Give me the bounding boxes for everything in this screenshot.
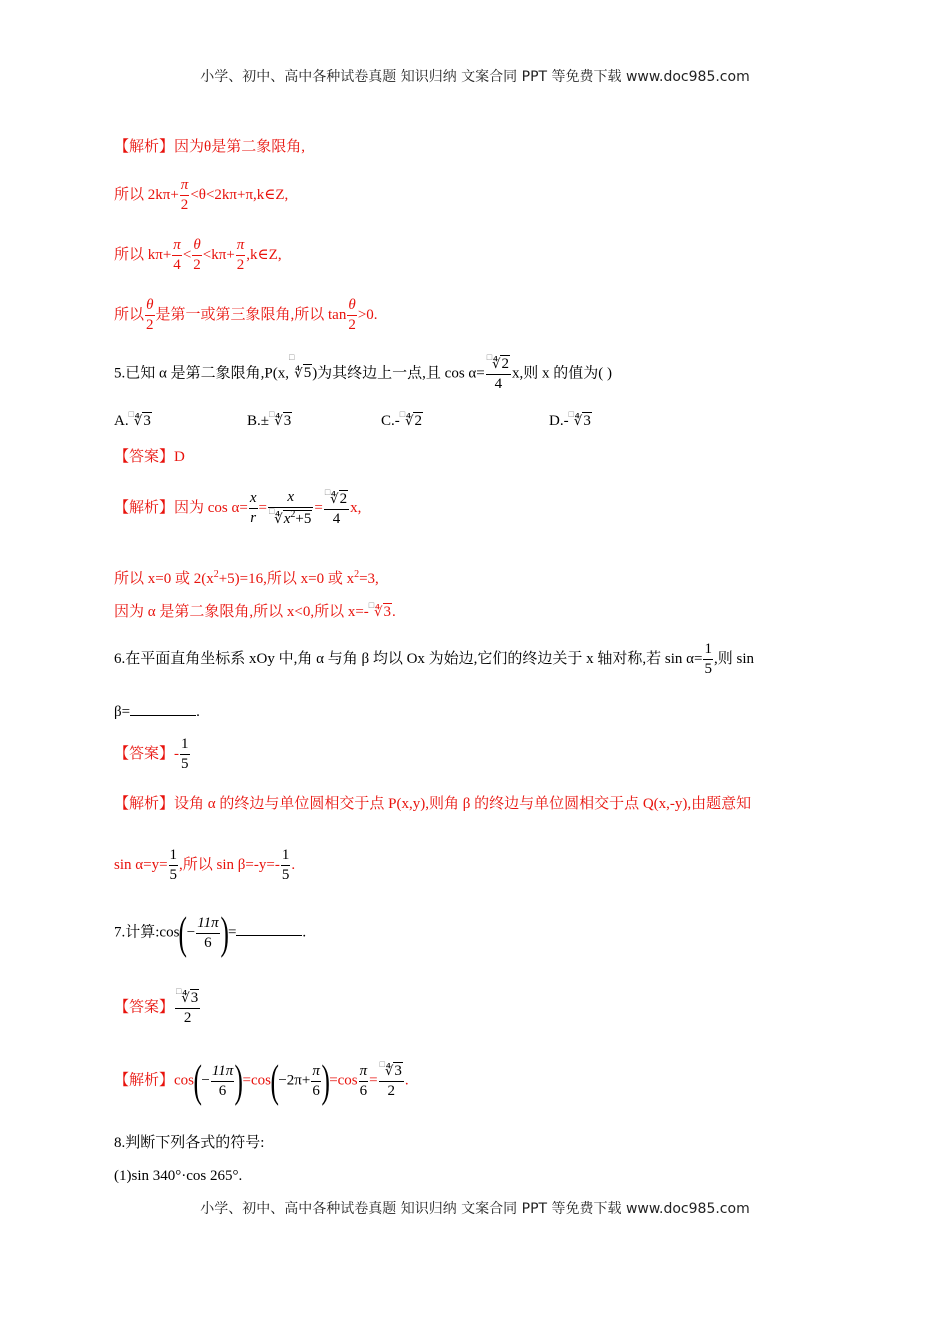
q5-solution-line1: 【解析】因为 cos α= $\frac{x}{r}$ = $\frac{x}{^□∜x^2+5}$ = $\frac{^□∜2}{4}$ x, (114, 486, 362, 527)
fraction (145, 298, 155, 333)
denominator: 4 (494, 376, 503, 392)
fraction (311, 1064, 321, 1099)
exponent: 2 (213, 569, 219, 580)
q7-answer (114, 986, 201, 1026)
numerator: 1 (169, 848, 179, 866)
analysis-tag: 【解析】 (114, 796, 175, 812)
text: +5)=16,所以 x=0 或 x (218, 571, 355, 587)
denominator: r (250, 510, 257, 526)
text: 7.计算:cos (114, 924, 180, 941)
text: 所以 (114, 306, 145, 323)
text: 5.已知 α 是第二象限角,P(x, (114, 365, 289, 382)
text: =cos (329, 1072, 358, 1089)
radical-icon: ∜ (492, 357, 501, 372)
text: =3, (359, 571, 379, 587)
text: 所以 x=0 或 2(x (114, 571, 214, 587)
fraction (324, 486, 349, 527)
numerator: 1 (180, 737, 190, 755)
q4-sol-text: 因为θ是第二象限角, (174, 139, 305, 155)
radical-icon: ∜ (181, 991, 190, 1006)
answer-value: D (174, 449, 185, 465)
text: − (186, 924, 196, 941)
left-paren: ( (178, 907, 188, 958)
box-glyph: □ (568, 409, 575, 419)
radical-icon: ∜ (134, 414, 143, 429)
box-glyph: □ (288, 352, 295, 362)
numerator: 11π (211, 1064, 234, 1082)
denominator: 2 (193, 257, 201, 273)
denominator: 6 (359, 1082, 368, 1099)
q5-solution-line3: 因为 α 是第二象限角,所以 x<0,所以 x=-□∜3. (114, 600, 396, 620)
text: ,所以 sin β=-y=- (179, 856, 280, 873)
right-paren: ) (234, 1055, 244, 1106)
exponent: 2 (290, 509, 296, 520)
numerator: π (236, 238, 246, 256)
fraction (249, 491, 258, 526)
denominator: 6 (204, 934, 212, 951)
text: ,k∈Z, (246, 246, 282, 263)
denominator: 4 (173, 257, 181, 273)
q6-answer (114, 737, 191, 772)
text: − (201, 1072, 210, 1089)
left-paren: ( (270, 1055, 279, 1106)
box-glyph: □ (324, 486, 331, 497)
q6-stem-line1 (114, 642, 754, 677)
q5-stem (114, 352, 612, 392)
right-paren: ) (321, 1055, 330, 1106)
q8-stem: 8.判断下列各式的符号: (114, 1135, 265, 1151)
fraction (172, 238, 182, 273)
text: +5 (295, 511, 312, 527)
q5-option-b[interactable] (247, 409, 292, 429)
radicand: 5 (303, 365, 312, 382)
text: - (174, 745, 180, 762)
fraction (486, 352, 511, 392)
q7-stem (114, 907, 307, 958)
text: < (182, 246, 192, 263)
radicand: 3 (143, 413, 151, 429)
text: . (196, 704, 200, 720)
numerator: π (311, 1064, 321, 1082)
numerator: x (268, 490, 313, 508)
radicand: 3 (283, 413, 292, 429)
answer-tag: 【答案】 (114, 745, 175, 762)
numerator: 11π (196, 916, 219, 934)
fraction (196, 916, 219, 951)
denominator: 2 (183, 1010, 192, 1026)
fraction (169, 848, 179, 883)
text: β= (114, 704, 131, 720)
denominator: 2 (348, 317, 356, 333)
fraction (268, 490, 313, 527)
fraction (180, 178, 190, 213)
text: 6.在平面直角坐标系 xOy 中,角 α 与角 β 均以 Ox 为始边,它们的终边关于 x 轴对称,若 sin α= (114, 650, 703, 667)
fraction (359, 1064, 369, 1099)
q5-option-c[interactable] (381, 409, 423, 429)
radical-icon: ∜ (574, 414, 583, 429)
box-glyph: □ (379, 1059, 386, 1069)
fraction (703, 642, 713, 677)
q7-solution (114, 1055, 409, 1106)
q5-answer (114, 450, 185, 465)
radicand: 2 (339, 490, 348, 507)
text: >0. (357, 306, 378, 323)
fraction (379, 1059, 404, 1099)
q8-item1: (1)sin 340°·cos 265°. (114, 1168, 243, 1184)
denominator: 2 (236, 257, 245, 273)
q5-solution-line2 (114, 570, 379, 587)
text: = (227, 924, 237, 941)
radical-icon: ∜ (405, 414, 414, 429)
text: 是第一或第三象限角,所以 tan (155, 306, 347, 323)
radical-icon: ∜ (374, 605, 383, 620)
denominator: 4 (332, 510, 341, 527)
q4-solution-line3 (114, 238, 282, 273)
radicand: 3 (190, 990, 199, 1006)
text: 所以 kπ+ (114, 246, 172, 263)
numerator: x (249, 491, 258, 509)
numerator: θ (347, 298, 357, 316)
text: <kπ+ (202, 246, 235, 263)
radicand: 3 (394, 1063, 402, 1079)
denominator: 6 (218, 1082, 227, 1099)
text: x,则 x 的值为( ) (511, 365, 612, 382)
q5-option-d[interactable] (549, 409, 592, 429)
radicand: 3 (583, 413, 591, 429)
q4-solution-line2 (114, 178, 288, 213)
text: ,则 sin (713, 650, 754, 667)
radicand: 3 (383, 604, 392, 620)
q6-solution-line2 (114, 848, 295, 883)
numerator: θ (192, 238, 202, 256)
box-glyph: □ (268, 506, 275, 516)
radical-icon: ∜ (330, 491, 339, 507)
fraction (192, 238, 202, 273)
radical-icon: ∜ (274, 414, 283, 429)
numerator: 1 (281, 848, 291, 866)
left-paren: ( (193, 1055, 202, 1106)
denominator: 5 (181, 756, 189, 772)
analysis-tag: 【解析】 (114, 1072, 175, 1089)
text: <θ<2kπ+π,k∈Z, (190, 186, 289, 203)
text: sin α=y= (114, 856, 168, 873)
denominator: 6 (312, 1082, 320, 1099)
right-paren: ) (220, 907, 229, 958)
option-label: B.± (247, 413, 269, 429)
answer-tag: 【答案】 (114, 449, 175, 465)
option-label: D.- (549, 413, 569, 429)
numerator: π (180, 178, 190, 196)
var-x: x (283, 511, 291, 527)
text: . (291, 856, 296, 873)
box-glyph: □ (128, 409, 135, 419)
fraction (347, 298, 357, 333)
box-glyph: □ (269, 409, 275, 419)
text: =cos (242, 1072, 272, 1089)
denominator: 5 (169, 867, 178, 883)
answer-tag: 【答案】 (114, 999, 175, 1016)
answer-blank[interactable] (236, 923, 302, 936)
box-glyph: □ (399, 409, 406, 419)
text: x (350, 499, 358, 516)
text: )为其终边上一点,且 cos α= (312, 365, 485, 382)
q5-option-a[interactable] (114, 409, 152, 429)
q6-solution-line1 (114, 797, 751, 812)
numerator: 1 (703, 642, 713, 660)
q4-solution-line4 (114, 298, 378, 333)
radicand: 2 (501, 356, 509, 372)
option-label: A. (114, 413, 129, 429)
analysis-tag: 【解析】 (114, 139, 175, 155)
q6-stem-line2 (114, 703, 200, 720)
denominator: 2 (146, 317, 154, 333)
radical-icon: ∜ (385, 1064, 394, 1079)
box-glyph: □ (176, 986, 182, 996)
denominator: 2 (387, 1083, 395, 1099)
text: . (404, 1072, 409, 1089)
exponent: 2 (354, 569, 360, 580)
fraction (281, 848, 291, 883)
box-glyph: □ (486, 352, 493, 362)
fraction (236, 238, 246, 273)
numerator: π (172, 238, 182, 256)
fraction (180, 737, 190, 772)
radical-icon: ∜ (274, 512, 283, 527)
option-label: C.- (381, 413, 400, 429)
radicand: 2 (414, 413, 422, 429)
radical-icon: ∜ (294, 366, 303, 382)
denominator: 5 (281, 867, 290, 883)
fraction (175, 986, 200, 1026)
text: 所以 2kπ+ (114, 186, 179, 203)
q4-solution-line1 (114, 140, 305, 155)
answer-blank[interactable] (130, 703, 196, 716)
text: = (369, 1072, 378, 1089)
denominator: 2 (180, 197, 189, 213)
page-header: 小学、初中、高中各种试卷真题 知识归纳 文案合同 PPT 等免费下载 www.doc985.com (200, 69, 750, 85)
denominator: 5 (704, 661, 712, 677)
text: 设角 α 的终边与单位圆相交于点 P(x,y),则角 β 的终边与单位圆相交于点 Q(x,-y),由题意知 (174, 796, 752, 812)
fraction (211, 1064, 234, 1099)
text: −2π+ (278, 1072, 311, 1089)
numerator: θ (145, 298, 155, 316)
text: cos (174, 1072, 195, 1089)
text: 因为 α 是第二象限角,所以 x<0,所以 x=- (114, 604, 369, 620)
analysis-tag: 【解析】 (114, 499, 175, 516)
text: . (302, 924, 307, 941)
page-footer: 小学、初中、高中各种试卷真题 知识归纳 文案合同 PPT 等免费下载 www.doc985.com (200, 1201, 750, 1217)
numerator: π (359, 1064, 369, 1082)
text: 因为 cos α= (174, 499, 248, 516)
box-glyph: □ (368, 600, 375, 610)
